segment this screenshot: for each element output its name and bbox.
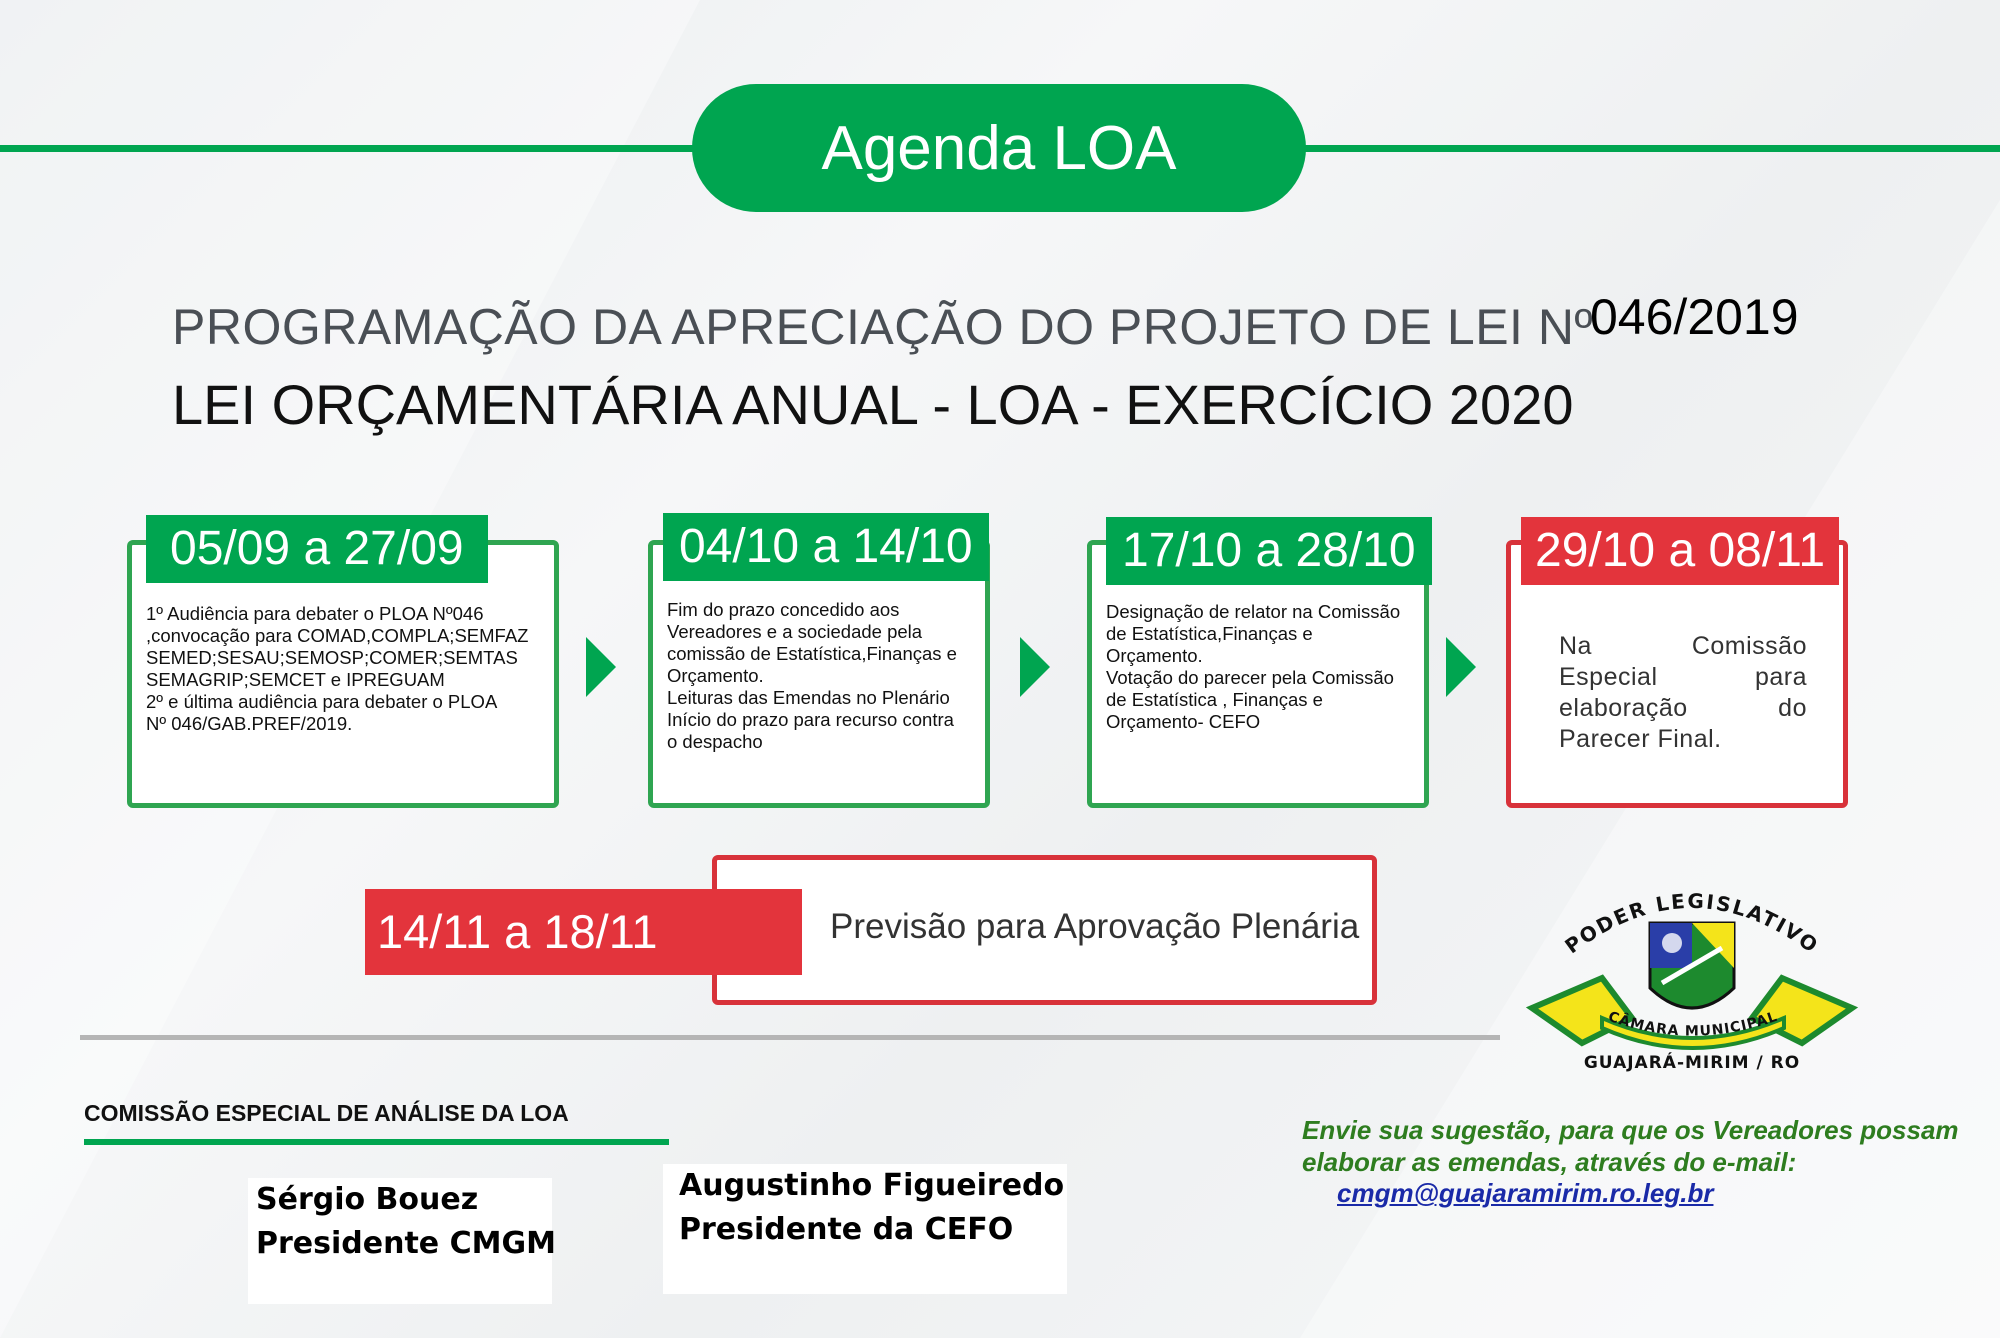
footer-separator [80,1035,1500,1040]
text-line: Designação de relator na Comissão [1106,601,1401,622]
text-line: Votação do parecer pela Comissão [1106,667,1394,688]
chevron-right-icon [1020,637,1050,697]
signature-name: Sérgio Bouez [256,1182,479,1217]
contact-line: Envie sua sugestão, para que os Vereadores possam [1302,1115,1959,1145]
timeline-date-1: 05/09 a 27/09 [146,515,488,583]
title-project-number: 046/2019 [1590,289,1799,345]
timeline-text-3 [1106,601,1410,733]
text-line: ,convocação para COMAD,COMPLA;SEMFAZ [146,625,529,646]
title-line-2: LEI ORÇAMENTÁRIA ANUAL - LOA - EXERCÍCIO 2020 [172,373,1574,436]
chevron-right-icon [586,637,616,697]
text-line: SEMAGRIP;SEMCET e IPREGUAM [146,669,445,690]
logo-bottom-text: CÂMARA MUNICIPAL [1606,1008,1780,1040]
text-line: Leituras das Emendas no Plenário [667,687,950,708]
text-line: Fim do prazo concedido aos [667,599,900,620]
text-line: Vereadores e a sociedade pela [667,621,923,642]
header-rule-right [1300,145,2000,152]
contact-message [1302,1114,1959,1178]
text-line: Nº 046/GAB.PREF/2019. [146,713,353,734]
timeline-card-3 [1087,524,1429,808]
chevron-right-icon [1446,637,1476,697]
timeline-card-1 [127,522,559,808]
text-line: Início do prazo para recurso contra [667,709,954,730]
text-line: SEMED;SESAU;SEMOSP;COMER;SEMTAS [146,647,518,668]
signature-block-1 [248,1178,556,1304]
signature-block-2 [663,1164,1067,1294]
camara-logo [1522,868,1862,1073]
signature-role: Presidente CMGM [256,1226,556,1261]
timeline-card-4 [1506,524,1848,808]
agenda-badge [692,84,1306,212]
agenda-badge-label: Agenda LOA [821,113,1177,183]
timeline-text-4: Na Comissão Especial para elaboração do Parecer Final. [1559,632,1807,753]
logo-top-text: PODER LEGISLATIVO [1560,888,1824,959]
text-line: 1º Audiência para debater o PLOA Nº046 [146,603,484,624]
timeline-text-1 [146,603,540,735]
timeline-card-2 [648,520,990,808]
commission-title: COMISSÃO ESPECIAL DE ANÁLISE DA LOA [84,1100,569,1126]
timeline-date-4: 29/10 a 08/11 [1521,517,1839,585]
signature-role: Presidente da CEFO [679,1212,1014,1247]
contact-line: elaborar as emendas, através do e-mail: [1302,1147,1797,1177]
title-line-1: PROGRAMAÇÃO DA APRECIAÇÃO DO PROJETO DE LEI Nº [172,299,1594,355]
text-line: comissão de Estatística,Finanças e [667,643,957,664]
timeline-date-2: 04/10 a 14/10 [663,513,989,581]
timeline-date-3: 17/10 a 28/10 [1106,517,1432,585]
text-line: o despacho [667,731,763,752]
logo-city: GUAJARÁ-MIRIM / RO [1583,1053,1801,1073]
text-line: de Estatística,Finanças e [1106,623,1313,644]
text-line: Orçamento. [667,665,764,686]
final-step-text: Previsão para Aprovação Plenária [830,907,1360,946]
text-line: Orçamento- CEFO [1106,711,1261,732]
header-rule-left [0,145,700,152]
commission-underline [84,1139,669,1145]
text-line: Orçamento. [1106,645,1203,666]
timeline-text-2 [667,599,971,753]
final-step-date: 14/11 a 18/11 [365,889,802,975]
text-line: de Estatística , Finanças e [1106,689,1323,710]
signature-name: Augustinho Figueiredo [679,1168,1065,1203]
text-line: 2º e última audiência para debater o PLOA [146,691,498,712]
email-link[interactable]: cmgm@guajaramirim.ro.leg.br [1337,1178,1714,1208]
